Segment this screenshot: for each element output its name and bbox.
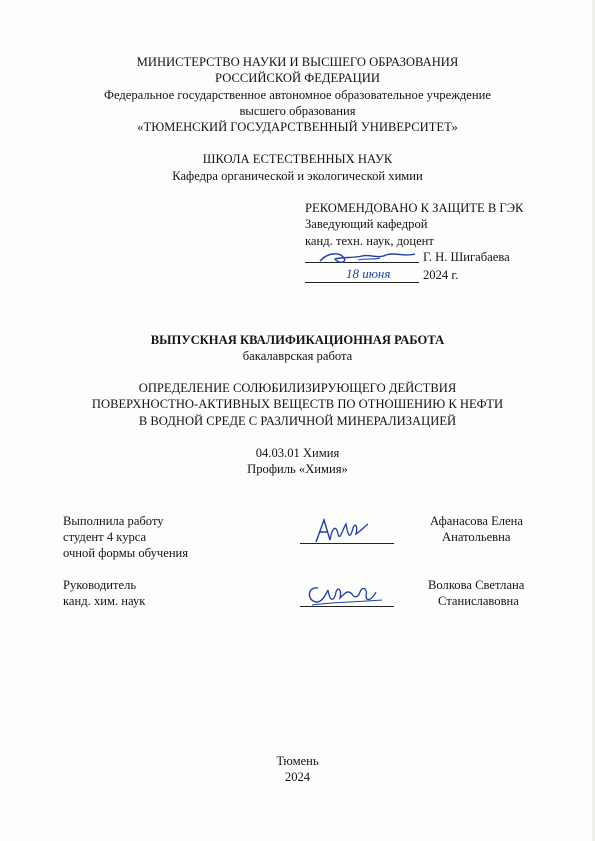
ministry-line-1: МИНИСТЕРСТВО НАУКИ И ВЫСШЕГО ОБРАЗОВАНИЯ — [136, 55, 459, 69]
supervisor-signature — [302, 580, 386, 608]
university-name: «ТЮМЕНСКИЙ ГОСУДАРСТВЕННЫЙ УНИВЕРСИТЕТ» — [137, 120, 458, 134]
supervisor-line-1: Руководитель — [63, 578, 137, 592]
work-title-line-3: В ВОДНОЙ СРЕДЕ С РАЗЛИЧНОЙ МИНЕРАЛИЗАЦИЕЙ — [138, 414, 457, 428]
footer-city: Тюмень — [276, 754, 319, 768]
work-type: ВЫПУСКНАЯ КВАЛИФИКАЦИОННАЯ РАБОТА — [150, 333, 445, 347]
approval-degree: канд. техн. наук, доцент — [305, 234, 434, 248]
approval-title: РЕКОМЕНДОВАНО К ЗАЩИТЕ В ГЭК — [305, 201, 524, 215]
work-title-line-2: ПОВЕРХНОСТНО-АКТИВНЫХ ВЕЩЕСТВ ПО ОТНОШЕНИЮ К НЕФТИ — [91, 397, 504, 411]
supervisor-name-2: Станиславовна — [438, 594, 519, 608]
author-name-2: Анатольевна — [442, 530, 511, 544]
author-line-2: студент 4 курса — [63, 530, 147, 544]
author-line-3: очной формы обучения — [63, 546, 189, 560]
work-subtype: бакалаврская работа — [242, 349, 353, 363]
head-name: Г. Н. Шигабаева — [423, 250, 510, 264]
date-line — [305, 282, 419, 283]
institution-line-2: высшего образования — [239, 104, 356, 118]
footer-year: 2024 — [284, 770, 311, 784]
author-name-1: Афанасова Елена — [430, 514, 523, 528]
work-title-line-1: ОПРЕДЕЛЕНИЕ СОЛЮБИЛИЗИРУЮЩЕГО ДЕЙСТВИЯ — [138, 381, 457, 395]
school-name: ШКОЛА ЕСТЕСТВЕННЫХ НАУК — [202, 152, 393, 166]
author-signature — [310, 514, 370, 546]
ministry-line-2: РОССИЙСКОЙ ФЕДЕРАЦИИ — [215, 71, 380, 85]
program-profile: Профиль «Химия» — [247, 462, 348, 476]
approval-year: 2024 г. — [423, 268, 459, 282]
supervisor-name-1: Волкова Светлана — [428, 578, 525, 592]
head-signature — [318, 248, 418, 266]
approval-date-handwritten: 18 июня — [346, 266, 391, 281]
department-name: Кафедра органической и экологической химии — [172, 169, 423, 183]
institution-line-1: Федеральное государственное автономное образовательное учреждение — [104, 88, 491, 102]
supervisor-line-2: канд. хим. наук — [63, 594, 146, 608]
approval-role: Заведующий кафедрой — [305, 217, 428, 231]
author-line-1: Выполнила работу — [63, 514, 164, 528]
program-code: 04.03.01 Химия — [255, 446, 340, 460]
